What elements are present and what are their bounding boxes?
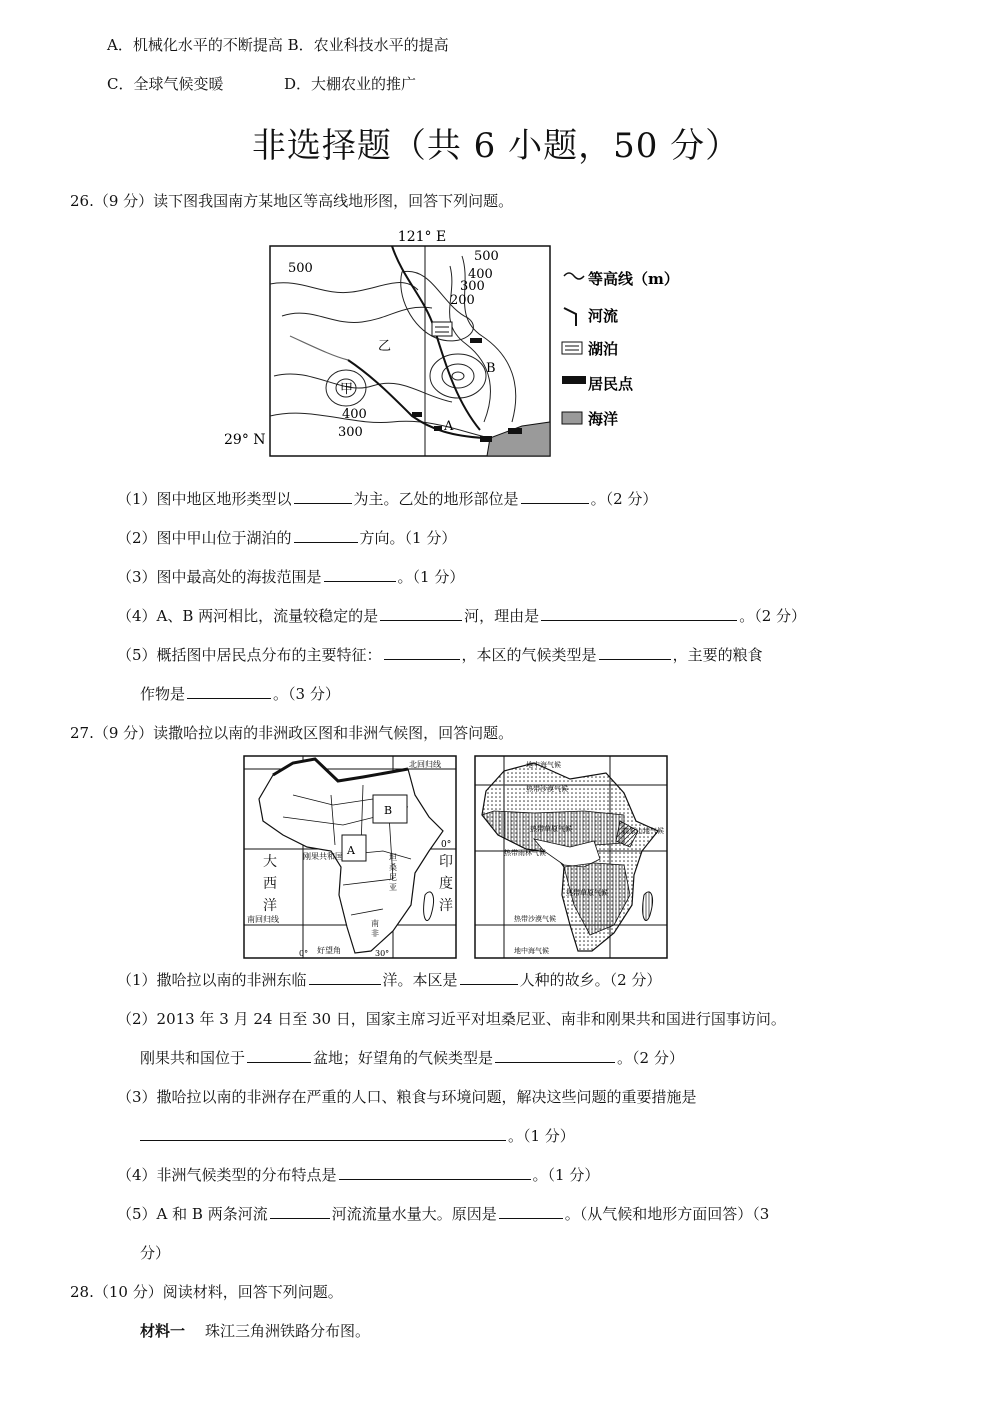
map-latitude-label: 29° N <box>224 432 266 448</box>
answer-blank[interactable] <box>384 645 460 660</box>
south-africa-label: 南非 <box>371 919 379 938</box>
answer-blank[interactable] <box>541 606 737 621</box>
atlantic-label: 大西洋 <box>263 854 277 914</box>
q27-stem: 27.（9 分）读撒哈拉以南的非洲政区图和非洲气候图，回答问题。 <box>70 724 514 742</box>
q26-contour-map <box>222 226 692 462</box>
indian-label: 印度洋 <box>439 854 453 914</box>
material-label: 材料一 <box>140 1322 186 1340</box>
q27-s2: （2）2013 年 3 月 24 日至 30 日，国家主席习近平对坦桑尼亚、南非和刚果共和国进行国事访问。 <box>117 1010 786 1028</box>
contour-label: 500 <box>288 261 313 276</box>
answer-blank[interactable] <box>521 489 589 504</box>
answer-blank[interactable] <box>599 645 671 660</box>
option-c: C．全球气候变暖 <box>107 75 224 93</box>
label-a: A <box>444 419 454 434</box>
q27-s3-cont: 。（1 分） <box>140 1125 575 1146</box>
answer-blank[interactable] <box>495 1048 615 1063</box>
contour-label: 400 <box>342 407 367 422</box>
q27-s5-cont: 分） <box>140 1244 171 1262</box>
answer-blank[interactable] <box>339 1165 531 1180</box>
q26-s4: （4）A、B 两河相比，流量较稳定的是 河，理由是 。（2 分） <box>117 607 806 625</box>
option-d: D．大棚农业的推广 <box>284 75 417 93</box>
climate-label: 高原山地气候 <box>622 827 664 835</box>
climate-label: 热带沙漠气候 <box>526 785 568 793</box>
answer-blank[interactable] <box>460 970 518 985</box>
q26-s5: （5）概括图中居民点分布的主要特征： ，本区的气候类型是 ，主要的粮食 <box>117 646 763 664</box>
climate-label: 热带草原气候 <box>566 889 608 897</box>
contour-label: 300 <box>460 279 485 294</box>
answer-blank[interactable] <box>270 1204 330 1219</box>
lon0-label: 0° <box>299 949 309 958</box>
answer-blank[interactable] <box>294 528 358 543</box>
equator-label: 0° <box>441 840 452 850</box>
africa-climate-map <box>474 755 668 959</box>
q26-stem: 26.（9 分）读下图我国南方某地区等高线地形图，回答下列问题。 <box>70 192 514 210</box>
africa-political-map <box>243 755 457 959</box>
climate-label: 地中海气候 <box>526 761 561 769</box>
q27-s5: （5）A 和 B 两条河流 河流流量水量大。原因是 。（从气候和地形方面回答）（3 <box>117 1205 770 1223</box>
answer-blank[interactable] <box>247 1048 311 1063</box>
lon30-label: 30° <box>375 949 390 958</box>
answer-blank[interactable] <box>309 970 381 985</box>
legend-lake: 湖泊 <box>588 340 619 358</box>
legend-ocean: 海洋 <box>588 410 619 428</box>
climate-label: 热带雨林气候 <box>504 849 546 857</box>
tropic-south-label: 南回归线 <box>247 915 279 924</box>
box-a-label: A <box>347 844 355 857</box>
map-longitude-label: 121° E <box>397 229 447 245</box>
answer-blank[interactable] <box>140 1126 506 1141</box>
q28-material <box>140 1320 370 1341</box>
tanzania-label: 坦桑尼亚 <box>389 853 397 892</box>
climate-label: 热带草原气候 <box>530 825 572 833</box>
climate-label: 地中海气候 <box>514 947 549 955</box>
q27-s4: （4）非洲气候类型的分布特点是 。（1 分） <box>117 1166 600 1184</box>
q26-s1: （1）图中地区地形类型以 为主。乙处的地形部位是 。（2 分） <box>117 490 658 508</box>
congo-label: 刚果共和国 <box>303 852 343 861</box>
q26-s5-cont: 作物是 。（3 分） <box>140 685 340 703</box>
q27-s2-cont: 刚果共和国位于 盆地；好望角的气候类型是 。（2 分） <box>140 1049 684 1067</box>
contour-label: 500 <box>474 249 499 264</box>
label-b: B <box>486 361 496 376</box>
q27-s1: （1）撒哈拉以南的非洲东临 洋。本区是 人种的故乡。（2 分） <box>117 971 662 989</box>
contour-label: 300 <box>338 425 363 440</box>
answer-blank[interactable] <box>499 1204 563 1219</box>
legend-settlement: 居民点 <box>588 375 634 393</box>
answer-blank[interactable] <box>294 489 352 504</box>
box-b-label: B <box>384 804 393 817</box>
tropic-north-label: 北回归线 <box>409 760 441 769</box>
material-text: 珠江三角洲铁路分布图。 <box>205 1322 371 1340</box>
answer-blank[interactable] <box>380 606 462 621</box>
climate-label: 热带沙漠气候 <box>514 915 556 923</box>
answer-blank[interactable] <box>187 684 271 699</box>
label-jia: 甲 <box>340 382 354 397</box>
q27-s3: （3）撒哈拉以南的非洲存在严重的人口、粮食与环境问题，解决这些问题的重要措施是 <box>117 1088 697 1106</box>
q28-stem: 28.（10 分）阅读材料，回答下列问题。 <box>70 1283 343 1301</box>
contour-label: 400 <box>468 267 493 282</box>
legend-contour: 等高线（m） <box>588 270 679 288</box>
cape-label: 好望角 <box>317 946 341 955</box>
label-yi: 乙 <box>378 339 392 354</box>
option-ab: A．机械化水平的不断提高 B．农业科技水平的提高 <box>107 36 449 54</box>
q26-s2: （2）图中甲山位于湖泊的 方向。（1 分） <box>117 529 457 547</box>
legend-river: 河流 <box>588 307 619 325</box>
q26-s3: （3）图中最高处的海拔范围是 。（1 分） <box>117 568 465 586</box>
contour-label: 200 <box>450 293 475 308</box>
section-title: 非选择题（共 6 小题，50 分） <box>251 126 741 166</box>
answer-blank[interactable] <box>324 567 396 582</box>
